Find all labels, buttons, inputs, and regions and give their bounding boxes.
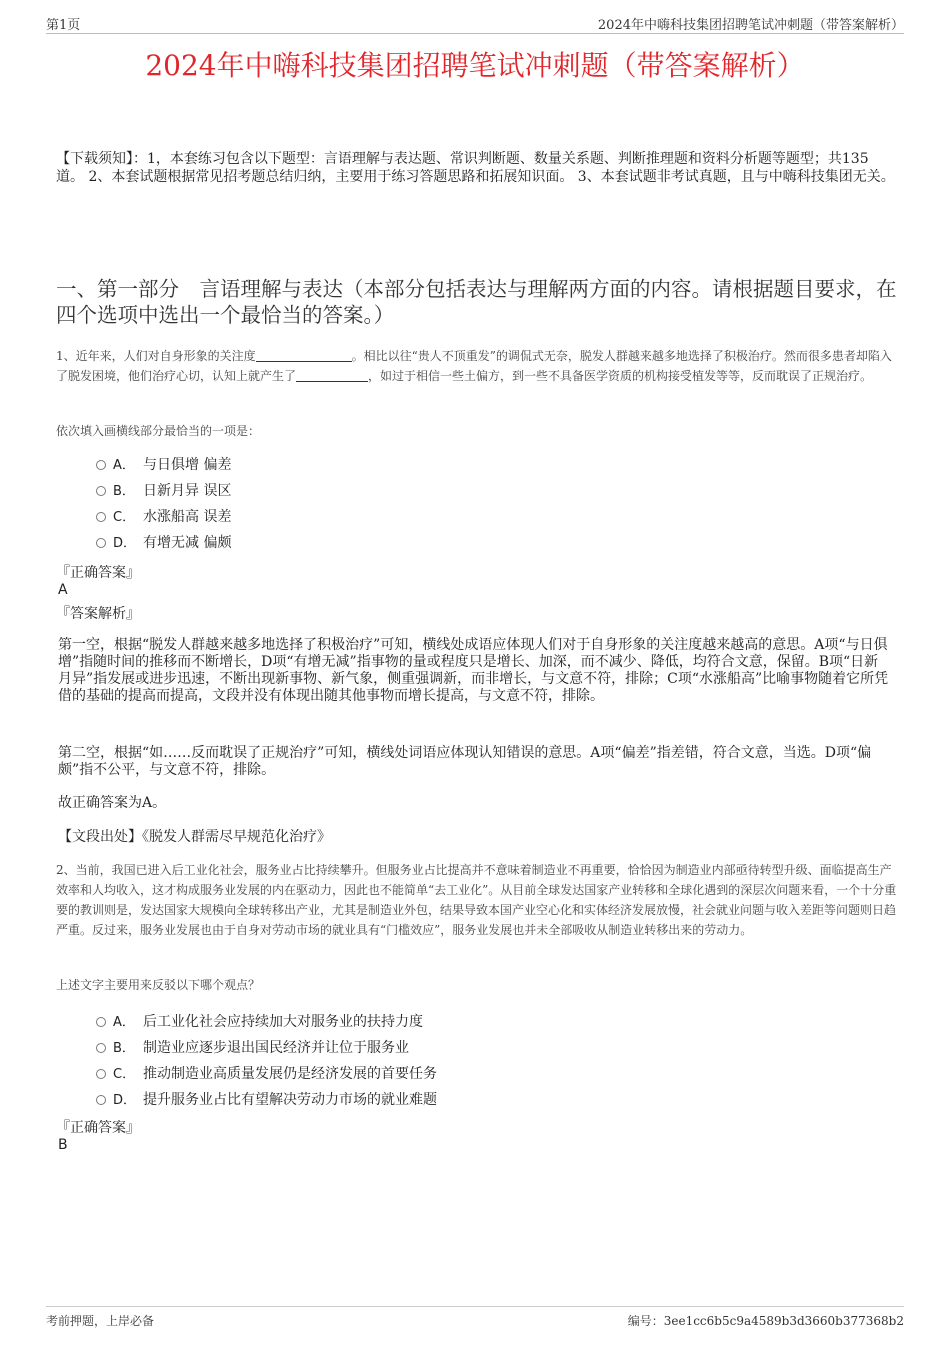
section-title: 一、第一部分 言语理解与表达（本部分包括表达与理解两方面的内容。请根据题目要求，在四个选项中选出一个最恰当的答案。） [56,277,897,327]
analysis-paragraph-1: 第一空，根据“脱发人群越来越多地选择了积极治疗”可知，横线处成语应体现人们对于自身形象的关注度越来越高的意思。A项“与日俱增”指随时间的推移而不断增长，D项“有增无减”指事物的量或程度只是增长、加深，而不减少、降低，均符合文意，保留。B项“日新月异”指发展或进步迅速，不断出现新事物、新气象，侧重强调新，而非增长，与文意不符，排除；C项“水涨船高”比喻事物随着它所凭借的基础的提高而提高，文段并没有体现出随其他事物而增长提高，与文意不符，排除。 [58,637,889,704]
question-2-prompt: 上述文字主要用来反驳以下哪个观点？ [56,978,261,992]
option-c[interactable]: C． 推动制造业高质量发展仍是经济发展的首要任务 [96,1061,437,1087]
document-id: 编号：3ee1cc6b5c9a4589b3d3660b377368b2 [627,1314,904,1328]
option-d[interactable]: D． 有增无减 偏颇 [96,530,231,556]
radio-icon[interactable] [96,512,106,522]
radio-icon[interactable] [96,486,106,496]
option-b[interactable]: B． 日新月异 误区 [96,478,231,504]
question-2-options [96,1009,437,1113]
question-1-text: 1、近年来，人们对自身形象的关注度 。相比以往“贵人不顶重发”的调侃式无奈，脱发人群越来越多地选择了积极治疗。然而很多患者却陷入了脱发困境，他们治疗心切，认知上就产生了 ，如过于相信一些土偏方，到一些不具备医学资质的机构接受植发等等，反而耽误了正规治疗。 [56,349,892,383]
question-1-prompt: 依次填入画横线部分最恰当的一项是： [56,424,261,438]
page-title: 2024年中嗨科技集团招聘笔试冲刺题（带答案解析） [145,49,805,82]
radio-icon[interactable] [96,1017,106,1027]
option-c[interactable]: C． 水涨船高 误差 [96,504,231,530]
passage-source: 【文段出处】《脱发人群需尽早规范化治疗》 [58,829,331,845]
radio-icon[interactable] [96,538,106,548]
radio-icon[interactable] [96,1069,106,1079]
question-2-text: 2、当前，我国已进入后工业化社会，服务业占比持续攀升。但服务业占比提高并不意味着制造业不再重要，恰恰因为制造业内部亟待转型升级、面临提高生产效率和人均收入，这才构成服务业发展的内在驱动力，因此也不能简单“去工业化”。从目前全球发达国家产业转移和全球化遇到的深层次问题来看，一个十分重要的教训则是，发达国家大规模向全球转移出产业，尤其是制造业外包，结果导致本国产业空心化和实体经济发展放慢，社会就业问题与收入差距等问题则日趋严重。反过来，服务业发展也由于自身对劳动市场的就业具有“门槛效应”，服务业发展也并未全部吸收从制造业转移出来的劳动力。 [56,863,897,937]
option-a[interactable]: A． 后工业化社会应持续加大对服务业的扶持力度 [96,1009,437,1035]
footer-divider [46,1306,904,1307]
answer-value: A [58,582,68,598]
option-d[interactable]: D． 提升服务业占比有望解决劳动力市场的就业难题 [96,1087,437,1113]
blank-2 [296,369,368,382]
question-1-options [96,452,231,556]
header-doc-title: 2024年中嗨科技集团招聘笔试冲刺题（带答案解析） [597,18,904,33]
page-header [46,14,904,34]
analysis-label: 『答案解析』 [56,606,140,622]
analysis-conclusion: 故正确答案为A。 [58,795,167,811]
radio-icon[interactable] [96,460,106,470]
footer-slogan: 考前押题，上岸必备 [46,1314,155,1328]
answer-label: 『正确答案』 [56,1120,140,1136]
radio-icon[interactable] [96,1095,106,1105]
blank-1 [256,349,352,362]
answer-label: 『正确答案』 [56,565,140,581]
analysis-paragraph-2: 第二空，根据“如……反而耽误了正规治疗”可知，横线处词语应体现认知错误的意思。A项“偏差”指差错，符合文意，当选。D项“偏颇”指不公平，与文意不符，排除。 [58,745,872,778]
radio-icon[interactable] [96,1043,106,1053]
option-a[interactable]: A． 与日俱增 偏差 [96,452,231,478]
download-notice: 【下载须知】：1，本套练习包含以下题型：言语理解与表达题、常识判断题、数量关系题、判断推理题和资料分析题等题型；共135道。 2、本套试题根据常见招考题总结归纳，主要用于练习答题思路和拓展知识面。 3、本套试题非考试真题，且与中嗨科技集团无关。 [56,151,895,185]
answer-value: B [58,1137,68,1153]
option-b[interactable]: B． 制造业应逐步退出国民经济并让位于服务业 [96,1035,437,1061]
page-number: 第1页 [46,18,81,33]
header-divider [46,33,904,34]
